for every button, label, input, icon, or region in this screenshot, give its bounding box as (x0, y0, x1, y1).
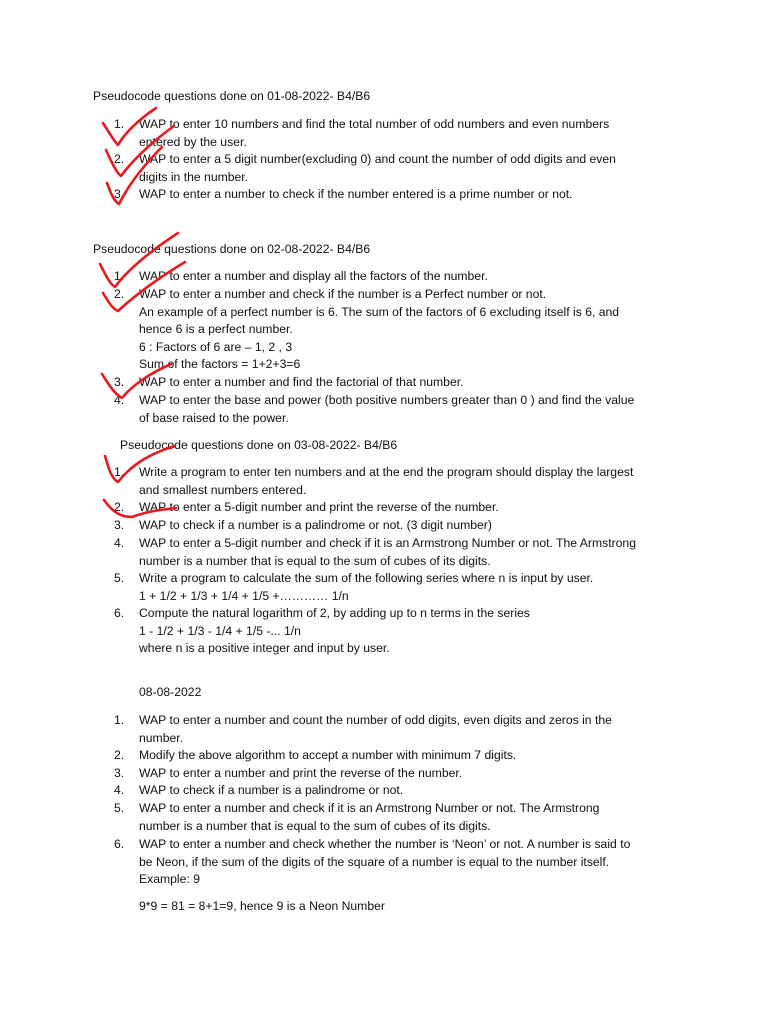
item-text: number is a number that is equal to the sum of cubes of its digits. (139, 553, 491, 568)
item-text: Example: 9 (139, 872, 200, 886)
item-text: where n is a positive integer and input by user. (139, 641, 390, 655)
list-item (114, 712, 694, 747)
list-item (114, 836, 694, 889)
list-item (114, 605, 694, 658)
item-number: 3. (114, 766, 125, 780)
list-item (114, 116, 694, 151)
list-item (114, 535, 694, 570)
list-item (114, 765, 694, 783)
list-item (114, 286, 694, 374)
item-text: 1 + 1/2 + 1/3 + 1/4 + 1/5 +………… 1/n (139, 588, 349, 603)
list-item (114, 186, 694, 204)
neon-example-text: 9*9 = 81 = 8+1=9, hence 9 is a Neon Number (139, 899, 385, 913)
list-item (114, 151, 694, 186)
item-text: 1 - 1/2 + 1/3 - 1/4 + 1/5 -... 1/n (139, 623, 301, 638)
item-number: 1. (114, 465, 125, 479)
list-item (114, 268, 694, 286)
item-text: WAP to enter a number to check if the number entered is a prime number or not. (139, 187, 573, 201)
item-number: 1. (114, 117, 125, 131)
item-text: WAP to enter a number and check if it is an Armstrong Number or not. The Armstrong (139, 801, 600, 815)
list-item (114, 499, 694, 517)
item-text: number is a number that is equal to the sum of cubes of its digits. (139, 818, 491, 833)
item-text: 6 : Factors of 6 are – 1, 2 , 3 (139, 339, 293, 354)
list-item (114, 747, 694, 765)
item-number: 2. (114, 500, 125, 514)
item-text: WAP to enter 10 numbers and find the total number of odd numbers and even numbers (139, 117, 610, 131)
item-text: Write a program to calculate the sum of the following series where n is input by user. (139, 571, 594, 585)
item-number: 6. (114, 606, 125, 620)
item-text: entered by the user. (139, 134, 247, 149)
item-text: number. (139, 730, 184, 745)
item-text: WAP to enter a 5-digit number and print the reverse of the number. (139, 500, 499, 514)
item-text: Write a program to enter ten numbers and at the end the program should display the largest (139, 465, 634, 479)
list-item (114, 392, 694, 427)
section-heading: Pseudocode questions done on 02-08-2022- B4/B6 (93, 242, 371, 256)
item-number: 5. (114, 571, 125, 585)
item-text: An example of a perfect number is 6. The sum of the factors of 6 excluding itself is 6, and (139, 304, 620, 319)
item-number: 3. (114, 518, 125, 532)
item-text: Modify the above algorithm to accept a number with minimum 7 digits. (139, 748, 517, 762)
item-number: 6. (114, 837, 125, 851)
item-number: 2. (114, 152, 125, 166)
item-text: WAP to check if a number is a palindrome or not. (3 digit number) (139, 518, 492, 532)
item-text: WAP to enter a number and display all the factors of the number. (139, 269, 488, 283)
section-heading: 08-08-2022 (139, 685, 202, 699)
list-item (114, 517, 694, 535)
item-text: and smallest numbers entered. (139, 482, 307, 497)
item-number: 3. (114, 375, 125, 389)
item-number: 1. (114, 713, 125, 727)
item-text: hence 6 is a perfect number. (139, 322, 293, 336)
section-heading: Pseudocode questions done on 01-08-2022- B4/B6 (93, 89, 371, 103)
list-item (114, 464, 694, 499)
item-text: WAP to enter a 5-digit number and check if it is an Armstrong Number or not. The Armstrong (139, 536, 636, 550)
item-number: 2. (114, 287, 125, 301)
item-number: 4. (114, 536, 125, 550)
item-text: WAP to enter the base and power (both positive numbers greater than 0 ) and find the value (139, 393, 635, 407)
list-item (114, 800, 694, 835)
item-number: 4. (114, 393, 125, 407)
item-text: be Neon, if the sum of the digits of the square of a number is equal to the number itself. (139, 854, 610, 869)
item-text: WAP to enter a 5 digit number(excluding 0) and count the number of odd digits and even (139, 152, 616, 166)
item-text: of base raised to the power. (139, 410, 289, 425)
list-item (114, 782, 694, 800)
item-text: WAP to check if a number is a palindrome or not. (139, 783, 404, 797)
item-number: 2. (114, 748, 125, 762)
list-item (114, 374, 694, 392)
item-text: Sum of the factors = 1+2+3=6 (139, 357, 301, 371)
item-number: 5. (114, 801, 125, 815)
item-text: WAP to enter a number and check if the number is a Perfect number or not. (139, 287, 547, 301)
item-text: WAP to enter a number and print the reverse of the number. (139, 766, 463, 780)
item-text: digits in the number. (139, 169, 249, 184)
item-number: 1. (114, 269, 125, 283)
item-number: 4. (114, 783, 125, 797)
item-text: Compute the natural logarithm of 2, by adding up to n terms in the series (139, 606, 530, 620)
item-text: WAP to enter a number and check whether the number is ‘Neon’ or not. A number is said to (139, 837, 631, 851)
item-text: WAP to enter a number and find the factorial of that number. (139, 375, 464, 389)
item-text: WAP to enter a number and count the number of odd digits, even digits and zeros in the (139, 713, 612, 727)
section-heading: Pseudocode questions done on 03-08-2022- B4/B6 (120, 438, 398, 452)
list-item (114, 570, 694, 605)
item-number: 3. (114, 187, 125, 201)
